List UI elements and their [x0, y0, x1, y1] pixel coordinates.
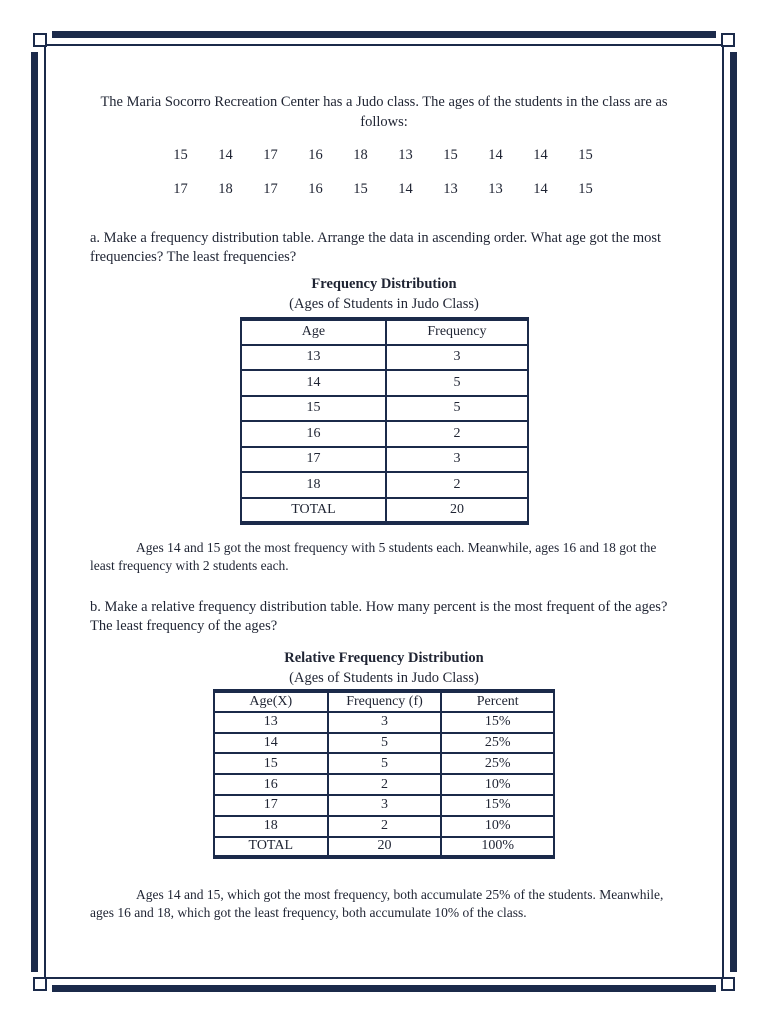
- table-row: [241, 498, 528, 524]
- age-value: 17: [263, 181, 278, 197]
- table-cell: 15: [214, 753, 328, 774]
- table-row: [214, 774, 554, 795]
- header-cell: Percent: [441, 691, 554, 712]
- intro-paragraph: The Maria Socorro Recreation Center has a Judo class. The ages of the students in the class are as follows:: [100, 94, 668, 130]
- age-value: 13: [398, 147, 413, 163]
- ages-row-1: [158, 147, 608, 164]
- header-cell: Frequency: [386, 319, 528, 345]
- table-cell: 16: [214, 774, 328, 795]
- table-cell: 14: [241, 370, 386, 396]
- table-cell: 10%: [441, 774, 554, 795]
- table-row: [241, 472, 528, 498]
- table-row: [241, 421, 528, 447]
- table-a-title: Frequency Distribution: [311, 276, 457, 292]
- table-cell: 5: [386, 370, 528, 396]
- age-value: 16: [308, 181, 323, 197]
- table-row: [214, 753, 554, 774]
- border-bottom-line: [44, 977, 724, 979]
- corner-top-right: [721, 33, 735, 47]
- table-row: [214, 712, 554, 733]
- table-cell: 5: [328, 753, 442, 774]
- age-value: 15: [443, 147, 458, 163]
- border-left-bar: [31, 52, 38, 972]
- table-cell: 15%: [441, 712, 554, 733]
- age-value: 14: [218, 147, 233, 163]
- age-value: 18: [353, 147, 368, 163]
- table-cell: 10%: [441, 816, 554, 837]
- table-cell: 25%: [441, 733, 554, 754]
- age-value: 18: [218, 181, 233, 197]
- table-row: [214, 795, 554, 816]
- corner-bottom-right: [721, 977, 735, 991]
- table-cell: 2: [386, 472, 528, 498]
- table-b-subtitle: (Ages of Students in Judo Class): [289, 670, 479, 686]
- table-cell: 14: [214, 733, 328, 754]
- border-top-bar: [52, 31, 716, 38]
- header-cell: Age: [241, 319, 386, 345]
- header-cell: Age(X): [214, 691, 328, 712]
- table-cell: 17: [241, 447, 386, 473]
- table-cell: 17: [214, 795, 328, 816]
- age-value: 14: [533, 181, 548, 197]
- ages-row-2: [158, 181, 608, 198]
- table-cell: TOTAL: [241, 498, 386, 524]
- age-value: 15: [578, 147, 593, 163]
- age-value: 15: [353, 181, 368, 197]
- table-cell: 5: [386, 396, 528, 422]
- table-cell: 2: [328, 816, 442, 837]
- answer-b: Ages 14 and 15, which got the most frequency, both accumulate 25% of the students. Meanwhile, ages 16 and 18, which got the least frequency, both accumulate 10% of the class.: [90, 887, 664, 920]
- relative-frequency-table: [213, 689, 555, 859]
- border-bottom-bar: [52, 985, 716, 992]
- table-cell: 16: [241, 421, 386, 447]
- table-cell: 100%: [441, 837, 554, 858]
- question-b: b. Make a relative frequency distribution table. How many percent is the most frequent of the ages? The least frequency of the ages?: [90, 599, 668, 634]
- table-row: [241, 447, 528, 473]
- corner-bottom-left: [33, 977, 47, 991]
- table-cell: 13: [241, 345, 386, 371]
- table-b-title: Relative Frequency Distribution: [284, 650, 484, 666]
- table-cell: 20: [386, 498, 528, 524]
- border-left-line: [44, 44, 46, 979]
- table-cell: 13: [214, 712, 328, 733]
- table-cell: 3: [328, 795, 442, 816]
- table-cell: 3: [386, 345, 528, 371]
- age-value: 14: [398, 181, 413, 197]
- header-cell: Frequency (f): [328, 691, 442, 712]
- table-header-row: [241, 319, 528, 345]
- table-row: [241, 370, 528, 396]
- border-top-line: [44, 44, 724, 46]
- border-right-bar: [730, 52, 737, 972]
- age-value: 13: [443, 181, 458, 197]
- corner-top-left: [33, 33, 47, 47]
- age-value: 14: [533, 147, 548, 163]
- table-cell: 5: [328, 733, 442, 754]
- table-row: [241, 396, 528, 422]
- table-cell: 18: [214, 816, 328, 837]
- answer-a: Ages 14 and 15 got the most frequency with 5 students each. Meanwhile, ages 16 and 18 got the least frequency with 2 students each.: [90, 540, 657, 573]
- table-header-row: [214, 691, 554, 712]
- table-cell: 20: [328, 837, 442, 858]
- table-cell: 15%: [441, 795, 554, 816]
- table-cell: 3: [386, 447, 528, 473]
- age-value: 13: [488, 181, 503, 197]
- age-value: 16: [308, 147, 323, 163]
- table-cell: 3: [328, 712, 442, 733]
- border-right-line: [722, 44, 724, 979]
- question-a: a. Make a frequency distribution table. Arrange the data in ascending order. What age got the most frequencies? The least frequencies?: [90, 230, 662, 265]
- table-cell: TOTAL: [214, 837, 328, 858]
- table-cell: 18: [241, 472, 386, 498]
- age-value: 17: [173, 181, 188, 197]
- age-value: 15: [173, 147, 188, 163]
- table-cell: 25%: [441, 753, 554, 774]
- table-cell: 2: [328, 774, 442, 795]
- age-value: 14: [488, 147, 503, 163]
- age-value: 15: [578, 181, 593, 197]
- table-cell: 15: [241, 396, 386, 422]
- table-row: [214, 837, 554, 858]
- table-cell: 2: [386, 421, 528, 447]
- frequency-table: [240, 317, 529, 525]
- table-row: [241, 345, 528, 371]
- age-value: 17: [263, 147, 278, 163]
- table-a-subtitle: (Ages of Students in Judo Class): [289, 296, 479, 312]
- table-row: [214, 733, 554, 754]
- table-row: [214, 816, 554, 837]
